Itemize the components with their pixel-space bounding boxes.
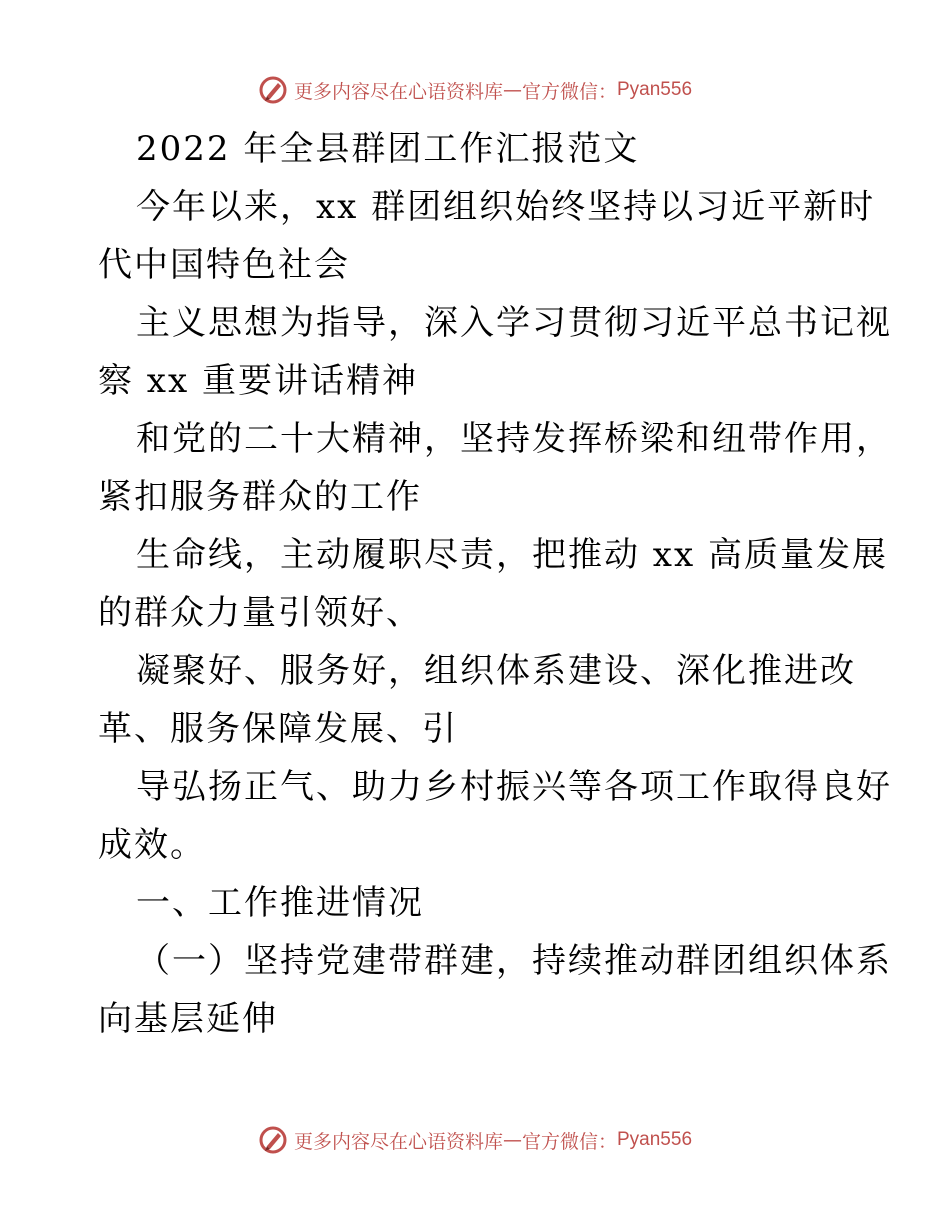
banner-separator: — <box>502 79 522 101</box>
text-line: 导弘扬正气、助力乡村振兴等各项工作取得良好 <box>136 767 892 807</box>
text-line: 今年以来，xx 群团组织始终坚持以习近平新时 <box>136 187 876 227</box>
banner-text: 更多内容尽在心语资料库 <box>293 80 503 103</box>
text-line: 革、服务保障发展、引 <box>98 709 458 749</box>
text-line: 察 xx 重要讲话精神 <box>98 361 418 401</box>
footer-banner <box>0 1120 950 1160</box>
pen-logo-icon <box>258 1125 288 1155</box>
banner-text: 更多内容尽在心语资料库 <box>293 1130 503 1153</box>
text-line: 主义思想为指导，深入学习贯彻习近平总书记视 <box>136 303 892 343</box>
section-heading: 一、工作推进情况 <box>136 883 424 923</box>
text-line: 成效。 <box>98 825 206 865</box>
document-body <box>98 120 892 1048</box>
banner-wechat-id: Pyan556 <box>617 1129 693 1150</box>
pen-logo-icon <box>258 75 288 105</box>
banner-wechat-label: 官方微信： <box>521 1130 617 1153</box>
banner-separator: — <box>502 1129 522 1151</box>
document-title: 2022 年全县群团工作汇报范文 <box>136 129 640 169</box>
text-line: 和党的二十大精神，坚持发挥桥梁和纽带作用， <box>136 419 892 459</box>
text-line: 的群众力量引领好、 <box>98 593 422 633</box>
subsection-heading: （一）坚持党建带群建，持续推动群团组织体系 <box>136 941 892 981</box>
banner-wechat-label: 官方微信： <box>521 80 617 103</box>
text-line: 生命线，主动履职尽责，把推动 xx 高质量发展 <box>136 535 888 575</box>
text-line: 向基层延伸 <box>98 999 278 1039</box>
text-line: 凝聚好、服务好，组织体系建设、深化推进改 <box>136 651 856 691</box>
banner-wechat-id: Pyan556 <box>617 79 693 100</box>
header-banner <box>0 70 950 110</box>
text-line: 紧扣服务群众的工作 <box>98 477 422 517</box>
text-line: 代中国特色社会 <box>98 245 350 285</box>
